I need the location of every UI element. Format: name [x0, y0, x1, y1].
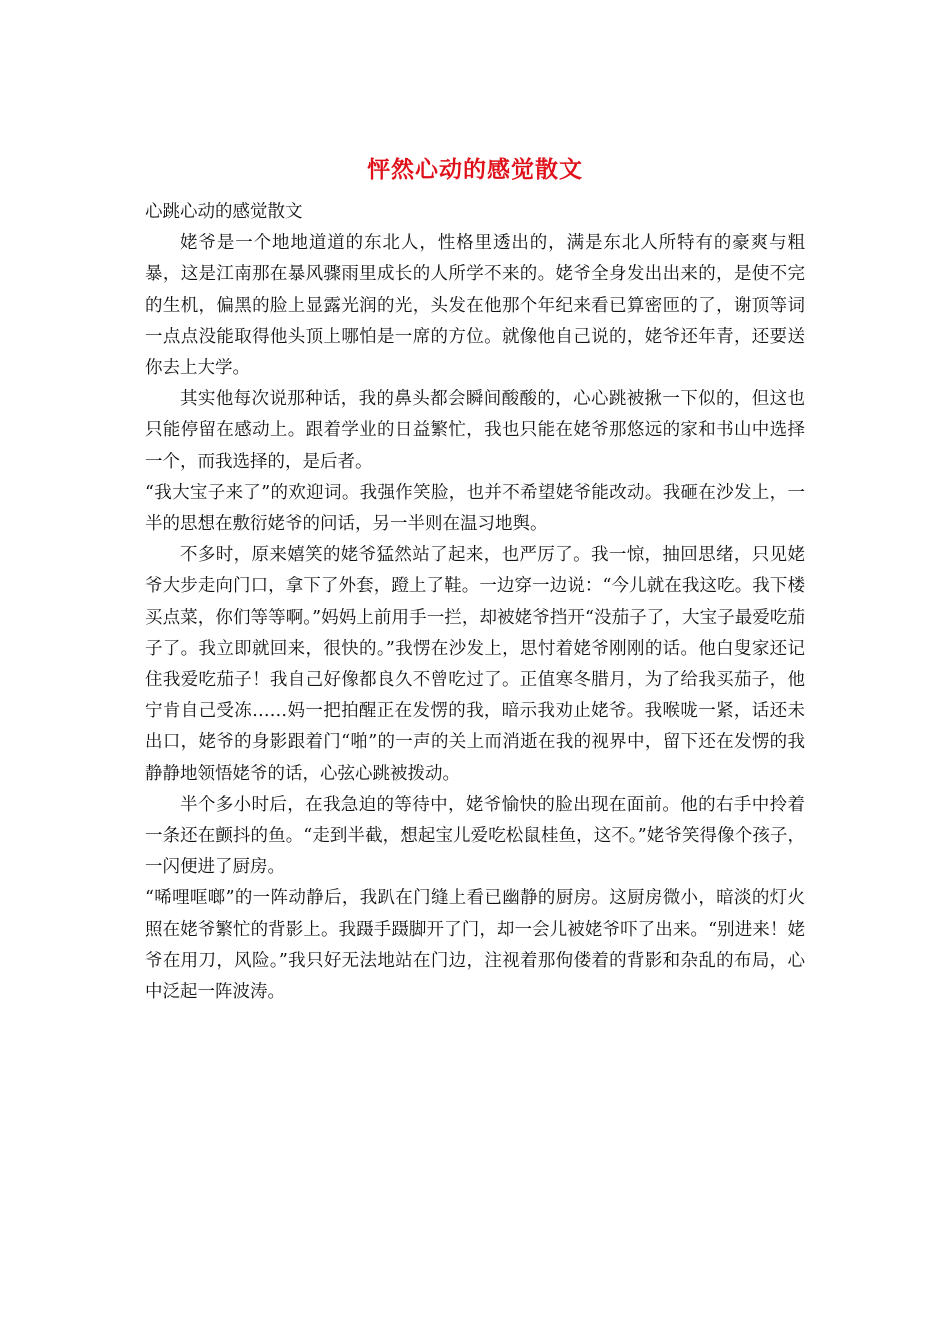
- paragraph: 其实他每次说那种话，我的鼻头都会瞬间酸酸的，心心跳被揪一下似的，但这也只能停留在感动上。跟着学业的日益繁忙，我也只能在姥爷那悠远的家和书山中选择一个，而我选择的，是后者。: [145, 389, 805, 472]
- paragraph: “我大宝子来了”的欢迎词。我强作笑脸，也并不希望姥爷能改动。我砸在沙发上，一半的思想在敷衍姥爷的问话，另一半则在温习地舆。: [145, 482, 805, 535]
- paragraph: 不多时，原来嬉笑的姥爷猛然站了起来，也严厉了。我一惊，抽回思绪，只见姥爷大步走向门口，拿下了外套，蹬上了鞋。一边穿一边说：“今儿就在我这吃。我下楼买点菜，你们等等啊。”妈妈上前用手一拦，却被姥爷挡开“没茄子了，大宝子最爱吃茄子了。我立即就回来，很快的。”我愣在沙发上，思忖着姥爷刚刚的话。他白叟家还记住我爱吃茄子！我自己好像都良久不曾吃过了。正值寒冬腊月，为了给我买茄子，他宁肯自己受冻……妈一把拍醒正在发愣的我，暗示我劝止姥爷。我喉咙一紧，话还未出口，姥爷的身影跟着门“啪”的一声的关上而消逝在我的视界中，留下还在发愣的我静静地领悟姥爷的话，心弦心跳被拨动。: [145, 545, 805, 784]
- document-title: 怦然心动的感觉散文: [367, 156, 583, 183]
- document-body: [145, 197, 805, 1008]
- paragraph: 半个多小时后，在我急迫的等待中，姥爷愉快的脸出现在面前。他的右手中拎着一条还在颤抖的鱼。“走到半截，想起宝儿爱吃松鼠桂鱼，这不。”姥爷笑得像个孩子，一闪便进了厨房。: [145, 794, 805, 878]
- paragraph: “唏哩哐啷”的一阵动静后，我趴在门缝上看已幽静的厨房。这厨房微小，暗淡的灯火照在姥爷繁忙的背影上。我蹑手蹑脚开了门，却一会儿被姥爷吓了出来。“别进来！姥爷在用刀，风险。”我只好无法地站在门边，注视着那佝偻着的背影和杂乱的布局，心中泛起一阵波涛。: [145, 888, 805, 1003]
- paragraph: 姥爷是一个地地道道的东北人，性格里透出的，满是东北人所特有的豪爽与粗暴，这是江南那在暴风骤雨里成长的人所学不来的。姥爷全身发出出来的，是使不完的生机，偏黑的脸上显露光润的光，头发在他那个年纪来看已算密匝的了，谢顶等词一点点没能取得他头顶上哪怕是一席的方位。就像他自己说的，姥爷还年青，还要送你去上大学。: [145, 233, 805, 379]
- document-subtitle: 心跳心动的感觉散文: [145, 202, 303, 222]
